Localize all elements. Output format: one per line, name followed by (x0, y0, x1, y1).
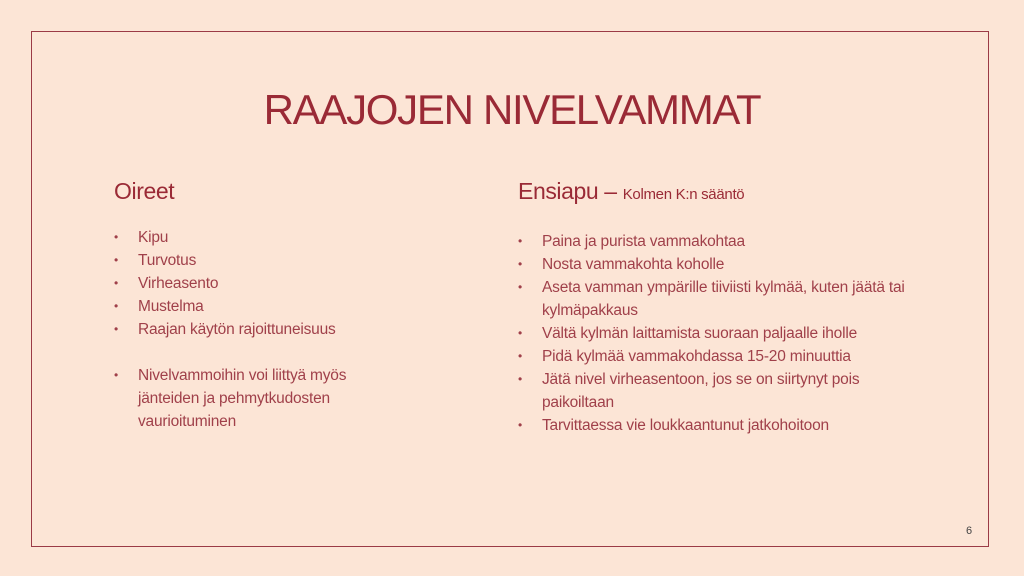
list-item: • Virheasento (114, 272, 444, 295)
symptoms-column (114, 174, 444, 433)
slide-title: RAAJOJEN NIVELVAMMAT (263, 86, 761, 133)
list-item: • Tarvittaessa vie loukkaantunut jatkohoitoon (518, 414, 958, 437)
symptoms-list (114, 226, 444, 433)
bullet-icon: • (518, 349, 523, 363)
list-item: • Raajan käytön rajoittuneisuus (114, 318, 444, 341)
bullet-icon: • (518, 326, 523, 340)
list-item: • Vältä kylmän laittamista suoraan paljaalle iholle (518, 322, 958, 345)
list-item: • Paina ja purista vammakohtaa (518, 230, 958, 253)
list-item: • Jätä nivel virheasentoon, jos se on siirtynyt pois paikoiltaan (518, 368, 927, 414)
first-aid-heading: Ensiapu – Kolmen K:n sääntö (518, 178, 745, 204)
list-item: • Kipu (114, 226, 444, 249)
list-item: • Nivelvammoihin voi liittyä myös jänteiden ja pehmytkudosten vaurioituminen (114, 364, 408, 433)
bullet-icon: • (114, 253, 119, 267)
first-aid-list (518, 230, 958, 437)
first-aid-column (518, 174, 958, 437)
bullet-icon: • (518, 257, 523, 271)
bullet-icon: • (518, 418, 523, 432)
symptoms-heading: Oireet (114, 178, 175, 204)
bullet-icon: • (518, 280, 523, 294)
bullet-icon: • (114, 322, 119, 336)
first-aid-subheading: Kolmen K:n sääntö (622, 186, 745, 203)
bullet-icon: • (114, 368, 119, 382)
list-item: • Turvotus (114, 249, 444, 272)
list-item: • Pidä kylmää vammakohdassa 15-20 minuuttia (518, 345, 958, 368)
list-item: • Aseta vamman ympärille tiiviisti kylmää, kuten jäätä tai kylmäpakkaus (518, 276, 952, 322)
bullet-icon: • (114, 276, 119, 290)
list-item: • Nosta vammakohta koholle (518, 253, 958, 276)
bullet-icon: • (518, 372, 523, 386)
bullet-icon: • (114, 299, 119, 313)
list-item: • Mustelma (114, 295, 444, 318)
bullet-icon: • (114, 230, 119, 244)
page-number: 6 (966, 525, 973, 537)
bullet-icon: • (518, 234, 523, 248)
